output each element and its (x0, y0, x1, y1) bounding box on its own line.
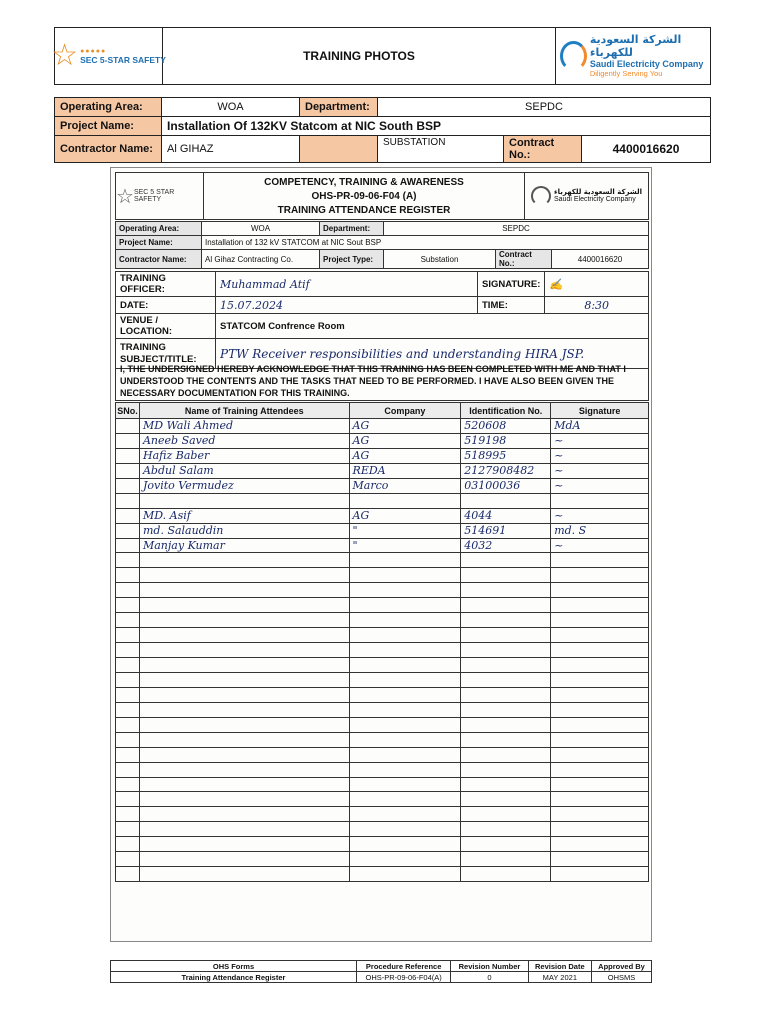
footer-revision-date-value: MAY 2021 (528, 972, 591, 983)
attendee-name-cell (139, 643, 349, 658)
table-row (116, 628, 649, 643)
attendee-name-cell (139, 583, 349, 598)
table-row (116, 613, 649, 628)
attendee-sn-cell (116, 583, 140, 598)
attendee-id-cell (461, 732, 551, 747)
sheet-info-table (115, 221, 649, 269)
col-id: Identification No. (461, 403, 551, 419)
attendee-company-cell (349, 553, 461, 568)
sheet-header (115, 172, 649, 220)
attendee-sn-cell (116, 419, 140, 434)
sheet-title-line1: COMPETENCY, TRAINING & AWARENESS (264, 177, 464, 188)
operating-area-label: Operating Area: (55, 98, 162, 117)
attendee-sn-cell (116, 822, 140, 837)
col-company: Company (349, 403, 461, 419)
attendee-id-cell: 520608 (461, 419, 551, 434)
attendee-sig-cell: ~ (551, 508, 649, 523)
attendee-sig-cell (551, 822, 649, 837)
attendee-id-cell: 03100036 (461, 478, 551, 493)
attendee-id-cell: 519198 (461, 433, 551, 448)
table-row (116, 448, 649, 463)
attendee-sig-cell: ~ (551, 448, 649, 463)
attendee-id-cell (461, 807, 551, 822)
sheet-contractor-value: Al Gihaz Contracting Co. (202, 250, 320, 269)
contract-no-label: Contract No.: (504, 136, 582, 163)
attendee-id-cell (461, 553, 551, 568)
attendee-name-cell (139, 568, 349, 583)
table-row (116, 837, 649, 852)
sheet-title-line2: OHS-PR-09-06-F04 (A) (311, 191, 417, 202)
star-icon: ☆ (51, 39, 79, 72)
table-row (116, 717, 649, 732)
attendee-company-cell: AG (349, 419, 461, 434)
attendee-sig-cell (551, 598, 649, 613)
attendee-sig-cell (551, 672, 649, 687)
attendee-sn-cell (116, 777, 140, 792)
attendee-company-cell (349, 493, 461, 508)
attendee-name-cell (139, 747, 349, 762)
table-row (116, 672, 649, 687)
attendee-company-cell (349, 807, 461, 822)
col-name: Name of Training Attendees (139, 403, 349, 419)
table-row (116, 523, 649, 538)
attendee-sn-cell (116, 643, 140, 658)
attendee-company-cell: " (349, 523, 461, 538)
attendee-name-cell: Hafiz Baber (139, 448, 349, 463)
subject-label-line2: SUBJECT/TITLE: (120, 353, 197, 365)
sheet-project-name-label: Project Name: (116, 236, 202, 250)
attendee-name-cell (139, 687, 349, 702)
table-row (116, 508, 649, 523)
subject-label-line1: TRAINING (120, 341, 166, 353)
attendee-name-cell (139, 672, 349, 687)
table-row (116, 732, 649, 747)
attendee-name-cell (139, 867, 349, 882)
time-value: 8:30 (545, 297, 649, 314)
footer-revision-date-label: Revision Date (528, 961, 591, 972)
attendee-name-cell: MD Wali Ahmed (139, 419, 349, 434)
attendee-company-cell (349, 822, 461, 837)
officer-signature: ✍ (545, 272, 649, 297)
attendee-company-cell (349, 628, 461, 643)
sec-company-logo (555, 28, 710, 84)
sheet-operating-area-value: WOA (202, 222, 320, 236)
acknowledgement-text: I, THE UNDERSIGNED HEREBY ACKNOWLEDGE THAT THIS TRAINING HAS BEEN COMPLETED WITH ME AND THAT I UNDERSTOOD THE CONTENTS AND THE TASKS THAT NEED TO BE PERFORMED. I HAVE ALSO BEEN GIVEN THE NECESSARY DOCUMENTATION FOR THIS TRAINING. (115, 361, 649, 401)
attendee-sn-cell (116, 508, 140, 523)
form-footer (110, 960, 652, 983)
col-sno: SNo. (116, 403, 140, 419)
attendee-company-cell (349, 792, 461, 807)
attendee-name-cell (139, 777, 349, 792)
footer-revision-value: 0 (451, 972, 528, 983)
attendee-name-cell (139, 717, 349, 732)
table-row (116, 807, 649, 822)
attendee-sig-cell (551, 747, 649, 762)
subject-value: PTW Receiver responsibilities and understanding HIRA JSP. (216, 339, 649, 369)
footer-approved-label: Approved By (592, 961, 652, 972)
attendee-name-cell (139, 493, 349, 508)
table-row (116, 583, 649, 598)
project-name-label: Project Name: (55, 117, 162, 136)
attendee-company-cell (349, 643, 461, 658)
attendee-sn-cell (116, 658, 140, 673)
attendee-id-cell (461, 747, 551, 762)
attendee-sig-cell (551, 792, 649, 807)
attendee-name-cell (139, 837, 349, 852)
contractor-label: Contractor Name: (55, 136, 162, 163)
blank-label-cell (300, 136, 378, 163)
training-officer-label: TRAINING OFFICER: (116, 272, 216, 297)
attendee-sig-cell (551, 568, 649, 583)
attendee-name-cell (139, 822, 349, 837)
attendee-id-cell (461, 762, 551, 777)
attendee-company-cell (349, 777, 461, 792)
attendee-id-cell (461, 643, 551, 658)
table-row (116, 419, 649, 434)
training-details-table (115, 271, 649, 369)
attendee-name-cell: Jovito Vermudez (139, 478, 349, 493)
attendee-sig-cell (551, 762, 649, 777)
attendee-id-cell (461, 717, 551, 732)
sheet-company-logo (524, 173, 648, 219)
attendee-company-cell: AG (349, 448, 461, 463)
attendee-name-cell (139, 732, 349, 747)
attendee-company-cell (349, 717, 461, 732)
table-row (116, 478, 649, 493)
attendee-sn-cell (116, 613, 140, 628)
sheet-contract-no-value: 4400016620 (552, 250, 649, 269)
sheet-logo-arabic: الشركة السعودية للكهرباء (554, 187, 643, 196)
attendee-name-cell: Aneeb Saved (139, 433, 349, 448)
attendee-sig-cell (551, 867, 649, 882)
attendee-name-cell: MD. Asif (139, 508, 349, 523)
attendee-id-cell (461, 867, 551, 882)
project-type-value: SUBSTATION (378, 136, 504, 163)
sheet-contractor-label: Contractor Name: (116, 250, 202, 269)
logo-tagline: Diligently Serving You (589, 68, 663, 78)
attendee-sig-cell (551, 613, 649, 628)
attendee-sn-cell (116, 837, 140, 852)
attendee-sn-cell (116, 463, 140, 478)
attendee-name-cell (139, 628, 349, 643)
attendee-id-cell (461, 792, 551, 807)
attendee-id-cell: 4044 (461, 508, 551, 523)
footer-register: Training Attendance Register (111, 972, 357, 983)
table-row (116, 463, 649, 478)
attendee-id-cell (461, 568, 551, 583)
attendee-id-cell: 4032 (461, 538, 551, 553)
attendee-company-cell (349, 568, 461, 583)
attendee-sn-cell (116, 538, 140, 553)
attendee-sn-cell (116, 598, 140, 613)
footer-forms: OHS Forms (111, 961, 357, 972)
attendee-sig-cell (551, 807, 649, 822)
attendee-sn-cell (116, 478, 140, 493)
sheet-project-type-label: Project Type: (320, 250, 384, 269)
attendee-name-cell (139, 598, 349, 613)
attendee-sig-cell: ~ (551, 463, 649, 478)
attendee-sn-cell (116, 553, 140, 568)
attendee-id-cell (461, 702, 551, 717)
attendee-sig-cell: md. S (551, 523, 649, 538)
attendee-name-cell (139, 792, 349, 807)
attendee-company-cell (349, 672, 461, 687)
attendee-id-cell (461, 687, 551, 702)
attendee-company-cell (349, 762, 461, 777)
footer-approved-value: OHSMS (592, 972, 652, 983)
attendee-company-cell (349, 747, 461, 762)
project-info-table (54, 97, 711, 163)
attendee-sig-cell (551, 717, 649, 732)
attendee-company-cell: " (349, 538, 461, 553)
sec-arc-icon (531, 186, 551, 206)
footer-procedure-value: OHS-PR-09-06-F04(A) (357, 972, 451, 983)
table-row (116, 792, 649, 807)
table-row (116, 777, 649, 792)
attendee-id-cell (461, 852, 551, 867)
attendee-sig-cell (551, 643, 649, 658)
attendee-sig-cell (551, 493, 649, 508)
attendee-sn-cell (116, 747, 140, 762)
table-row (116, 747, 649, 762)
contractor-value: Al GIHAZ (162, 136, 300, 163)
attendee-name-cell: Manjay Kumar (139, 538, 349, 553)
attendee-sn-cell (116, 672, 140, 687)
attendee-sn-cell (116, 792, 140, 807)
sheet-project-name-value: Installation of 132 kV STATCOM at NIC Sout BSP (202, 236, 649, 250)
attendee-sn-cell (116, 867, 140, 882)
attendee-id-cell (461, 583, 551, 598)
attendee-company-cell: Marco (349, 478, 461, 493)
project-name-value: Installation Of 132KV Statcom at NIC South BSP (162, 117, 711, 136)
attendee-sn-cell (116, 568, 140, 583)
footer-procedure-label: Procedure Reference (357, 961, 451, 972)
logo-english: Saudi Electricity Company (589, 59, 704, 70)
contract-no-value: 4400016620 (582, 136, 711, 163)
table-row (116, 658, 649, 673)
attendee-name-cell (139, 658, 349, 673)
attendee-company-cell (349, 658, 461, 673)
training-officer-value: Muhammad Atif (216, 272, 478, 297)
attendee-sig-cell (551, 777, 649, 792)
date-label: DATE: (116, 297, 216, 314)
attendee-company-cell: AG (349, 508, 461, 523)
star-icon: ☆ (116, 185, 134, 208)
attendee-company-cell (349, 732, 461, 747)
attendee-sig-cell: MdA (551, 419, 649, 434)
table-row (116, 433, 649, 448)
attendee-sn-cell (116, 807, 140, 822)
sheet-operating-area-label: Operating Area: (116, 222, 202, 236)
attendee-sig-cell (551, 702, 649, 717)
attendee-sn-cell (116, 448, 140, 463)
sec-arc-icon (560, 41, 587, 71)
department-label: Department: (300, 98, 378, 117)
attendee-id-cell (461, 822, 551, 837)
attendee-sn-cell (116, 717, 140, 732)
attendee-id-cell (461, 628, 551, 643)
table-row (116, 702, 649, 717)
sec-5-star-logo: ☆ ●●●●● SEC 5-STAR SAFETY (55, 28, 163, 84)
attendee-name-cell (139, 762, 349, 777)
attendee-sig-cell (551, 658, 649, 673)
table-row (116, 568, 649, 583)
attendee-sig-cell (551, 837, 649, 852)
table-row (116, 852, 649, 867)
attendee-sn-cell (116, 732, 140, 747)
table-row (116, 822, 649, 837)
attendee-sn-cell (116, 628, 140, 643)
attendee-company-cell: AG (349, 433, 461, 448)
attendee-id-cell: 514691 (461, 523, 551, 538)
attendee-company-cell (349, 867, 461, 882)
attendee-sig-cell: ~ (551, 433, 649, 448)
signature-label: SIGNATURE: (478, 272, 545, 297)
attendee-company-cell (349, 583, 461, 598)
attendee-name-cell (139, 807, 349, 822)
scanned-attendance-register (110, 167, 652, 942)
sheet-logo-english: Saudi Electricity Company (554, 196, 636, 203)
attendee-company-cell (349, 837, 461, 852)
date-value: 15.07.2024 (216, 297, 478, 314)
attendee-id-cell (461, 598, 551, 613)
attendee-name-cell (139, 613, 349, 628)
attendee-company-cell (349, 702, 461, 717)
table-row (116, 867, 649, 882)
attendee-sn-cell (116, 687, 140, 702)
attendee-id-cell (461, 493, 551, 508)
operating-area-value: WOA (162, 98, 300, 117)
department-value: SEPDC (378, 98, 711, 117)
table-row (116, 598, 649, 613)
sheet-title-line3: TRAINING ATTENDANCE REGISTER (277, 205, 451, 216)
attendee-company-cell (349, 687, 461, 702)
sheet-logo-text: SEC 5 STAR SAFETY (133, 189, 175, 203)
table-row (116, 687, 649, 702)
attendee-company-cell (349, 852, 461, 867)
attendee-sn-cell (116, 523, 140, 538)
attendee-sn-cell (116, 433, 140, 448)
attendee-id-cell: 518995 (461, 448, 551, 463)
attendee-company-cell (349, 598, 461, 613)
attendee-sn-cell (116, 762, 140, 777)
page-header (51, 27, 711, 85)
footer-revision-label: Revision Number (451, 961, 528, 972)
attendee-sig-cell (551, 732, 649, 747)
attendee-sig-cell (551, 687, 649, 702)
sheet-logo (116, 173, 204, 219)
attendee-id-cell (461, 672, 551, 687)
attendee-sn-cell (116, 493, 140, 508)
attendee-sig-cell (551, 628, 649, 643)
attendee-id-cell (461, 613, 551, 628)
attendee-sig-cell (551, 852, 649, 867)
attendee-id-cell (461, 658, 551, 673)
attendees-table (115, 402, 649, 882)
col-signature: Signature (551, 403, 649, 419)
attendee-id-cell (461, 837, 551, 852)
attendee-sn-cell (116, 852, 140, 867)
attendee-name-cell: Abdul Salam (139, 463, 349, 478)
attendee-sn-cell (116, 702, 140, 717)
sheet-department-value: SEPDC (384, 222, 649, 236)
table-row (116, 553, 649, 568)
attendee-sig-cell (551, 553, 649, 568)
attendee-name-cell (139, 553, 349, 568)
attendee-sig-cell (551, 583, 649, 598)
attendee-id-cell (461, 777, 551, 792)
logo-arabic: الشركة السعودية للكهرباء (589, 32, 682, 59)
table-row (116, 493, 649, 508)
page-title: TRAINING PHOTOS (303, 49, 415, 63)
venue-label: VENUE / LOCATION: (116, 314, 216, 339)
attendee-name-cell: md. Salauddin (139, 523, 349, 538)
time-label: TIME: (478, 297, 545, 314)
attendee-company-cell (349, 613, 461, 628)
sheet-contract-no-label: Contract No.: (496, 250, 552, 269)
logo-text: SEC 5-STAR SAFETY (80, 54, 166, 65)
attendee-sig-cell: ~ (551, 538, 649, 553)
venue-value: STATCOM Confrence Room (216, 314, 649, 339)
sheet-project-type-value: Substation (384, 250, 496, 269)
attendee-name-cell (139, 702, 349, 717)
attendee-name-cell (139, 852, 349, 867)
sheet-department-label: Department: (320, 222, 384, 236)
table-row (116, 762, 649, 777)
attendee-company-cell: REDA (349, 463, 461, 478)
table-row (116, 538, 649, 553)
attendee-id-cell: 2127908482 (461, 463, 551, 478)
table-row (116, 643, 649, 658)
attendee-sig-cell: ~ (551, 478, 649, 493)
sheet-title (204, 173, 524, 219)
